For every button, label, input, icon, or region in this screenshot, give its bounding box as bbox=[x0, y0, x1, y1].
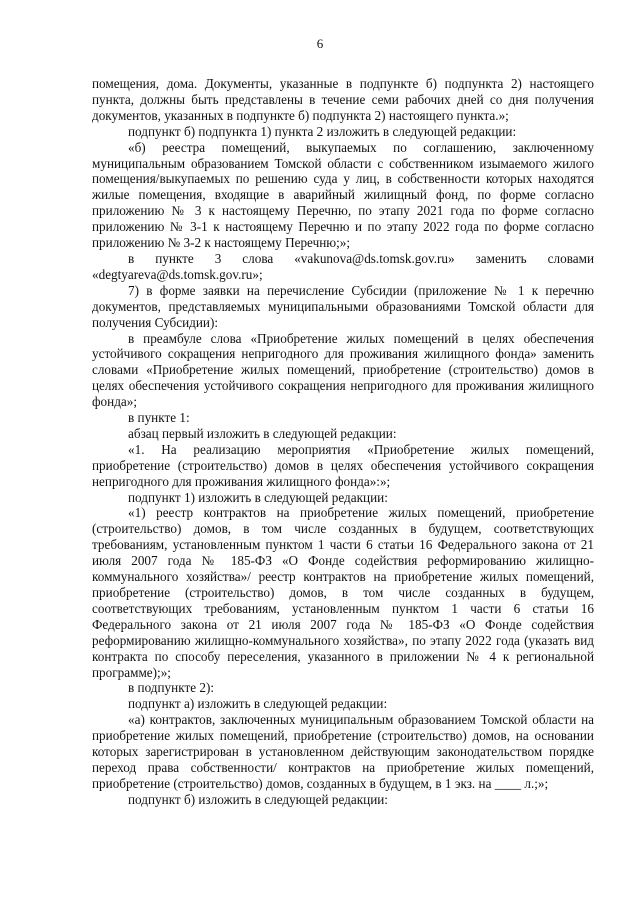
paragraph-quote-registry: «б) реестра помещений, выкупаемых по соглашению, заключенному муниципальным образованием Томской области с собственником изымаемого жилого помещения/выкупаемых по решению суда у лиц, в собственности которых находятся жилые помещения, входящие в аварийный жилищный фонд, по форме согласно приложению № 3 к настоящему Перечню, по этапу 2021 года по форме согласно приложению № 3-1 к настоящему Перечню и по этапу 2022 года по форме согласно приложению № 3-2 к настоящему Перечню;»; bbox=[92, 139, 594, 251]
paragraph-item-7: 7) в форме заявки на перечисление Субсидии (приложение № 1 к перечню документов, представляемых муниципальными образованиями Томской области для получения Субсидии): bbox=[92, 282, 594, 330]
paragraph-email-replace: в пункте 3 слова «vakunova@ds.tomsk.gov.ru» заменить словами «degtyareva@ds.tomsk.gov.ru»; bbox=[92, 250, 594, 282]
paragraph-amend-subitem-b: подпункт б) подпункта 1) пункта 2 изложить в следующей редакции: bbox=[128, 123, 517, 139]
paragraph-quote-1: «1. На реализацию мероприятия «Приобретение жилых помещений, приобретение (строительство) домов в целях обеспечения устойчивого сокращения непригодного для проживания жилищного фонда»:»; bbox=[92, 441, 594, 489]
paragraph-subitem-2: в подпункте 2): bbox=[128, 680, 215, 696]
paragraph-preamble: в преамбуле слова «Приобретение жилых помещений в целях обеспечения устойчивого сокращения непригодного для проживания жилищного фонда» заменить словами «Приобретение жилых помещений, приобретение (строительство) домов в целях обеспечения устойчивого сокращения непригодного для проживания жилищного фонда»; bbox=[92, 330, 594, 410]
paragraph-continuation: помещения, дома. Документы, указанные в подпункте б) подпункта 2) настоящего пункта, должны быть представлены в течение семи рабочих дней со дня получения документов, указанных в подпункте б) подпункта 2) настоящего пункта.»; bbox=[92, 76, 594, 123]
paragraph-subitem-b-final: подпункт б) изложить в следующей редакции: bbox=[128, 791, 388, 807]
document-body bbox=[92, 76, 594, 808]
paragraph-quote-a-contracts: «а) контрактов, заключенных муниципальным образованием Томской области на приобретение жилых помещений, приобретение (строительство) домов, на основании которых зарегистрирован в установленном действующим законодательством порядке переход права собственности/ контрактов на приобретение жилых помещений, приобретение (строительство) домов, созданных в будущем, в 1 экз. на ____ л.;»; bbox=[92, 712, 594, 791]
paragraph-subitem-1: подпункт 1) изложить в следующей редакции: bbox=[128, 489, 388, 505]
paragraph-first-abzac: абзац первый изложить в следующей редакции: bbox=[128, 425, 397, 441]
paragraph-subitem-a: подпункт а) изложить в следующей редакции: bbox=[128, 696, 388, 712]
paragraph-point-1: в пункте 1: bbox=[128, 410, 190, 426]
page-number: 6 bbox=[316, 36, 324, 51]
paragraph-quote-contracts-registry: «1) реестр контрактов на приобретение жилых помещений, приобретение (строительство) домов, в том числе созданных в будущем, соответствующих требованиям, установленным пунктом 1 части 6 статьи 16 Федерального закона от 21 июля 2007 года № 185-ФЗ «О Фонде содействия реформированию жилищно-коммунального хозяйства»/ реестр контрактов на приобретение жилых помещений, приобретение (строительство) домов, в том числе созданных в будущем, соответствующих требованиям, установленным пунктом 1 части 6 статьи 16 Федерального закона от 21 июля 2007 года № 185-ФЗ «О Фонде содействия реформированию жилищно-коммунального хозяйства», по этапу 2022 года (указать вид контракта по способу переселения, указанного в приложении № 4 к региональной программе);»; bbox=[92, 505, 594, 680]
